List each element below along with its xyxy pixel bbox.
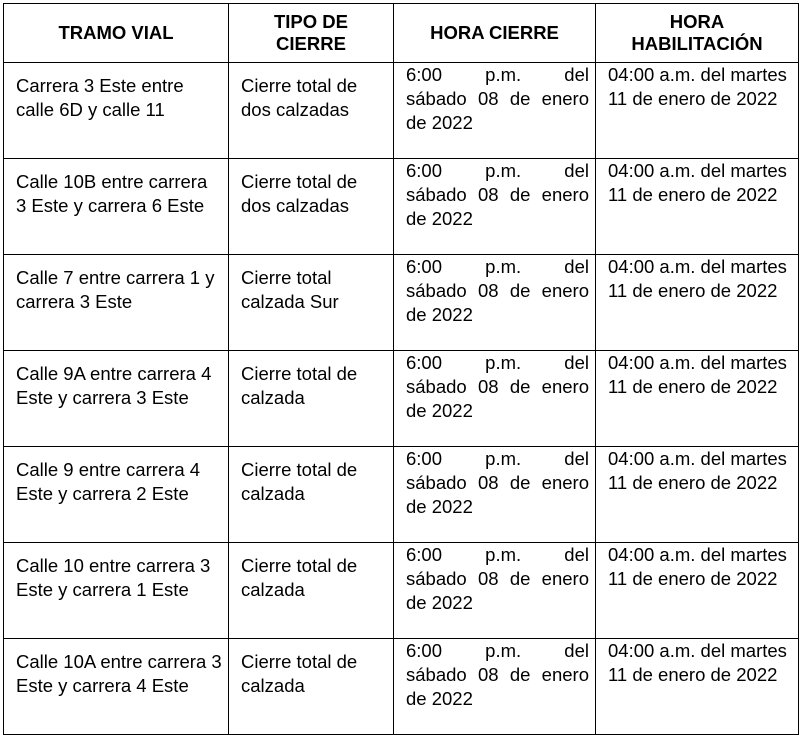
cell-tramo-vial: Calle 7 entre carrera 1 y carrera 3 Este (4, 255, 229, 351)
header-tramo-vial (4, 4, 229, 63)
hora-cierre-line: 6:00 p.m. del (406, 256, 589, 277)
cell-hora-cierre (394, 447, 596, 543)
table-row (4, 639, 799, 735)
cell-tramo-vial: Carrera 3 Este entre calle 6D y calle 11 (4, 63, 229, 159)
cell-tipo-cierre: Cierre total de dos calzadas (229, 63, 394, 159)
cell-hora-habilitacion: 04:00 a.m. del martes 11 de enero de 2022 (596, 63, 799, 159)
hora-cierre-line: 6:00 p.m. del (406, 64, 589, 85)
cell-tramo-vial: Calle 9 entre carrera 4 Este y carrera 2 Este (4, 447, 229, 543)
cell-hora-cierre (394, 639, 596, 735)
cell-tipo-cierre: Cierre total calzada Sur (229, 255, 394, 351)
hora-cierre-line: de 2022 (406, 688, 473, 709)
hora-cierre-line: 6:00 p.m. del (406, 640, 589, 661)
hora-cierre-line: 6:00 p.m. del (406, 352, 589, 373)
cell-hora-cierre (394, 543, 596, 639)
road-closures-table (3, 3, 799, 735)
hora-cierre-line: 6:00 p.m. del (406, 544, 589, 565)
cell-tipo-cierre: Cierre total de calzada (229, 543, 394, 639)
cell-hora-habilitacion: 04:00 a.m. del martes 11 de enero de 2022 (596, 255, 799, 351)
hora-cierre-line: de 2022 (406, 208, 473, 229)
cell-hora-cierre (394, 159, 596, 255)
hora-cierre-line: sábado 08 de enero (406, 664, 589, 685)
header-hora-habilitacion-line2: HABILITACIÓN (631, 33, 763, 54)
table-row (4, 543, 799, 639)
cell-hora-habilitacion: 04:00 a.m. del martes 11 de enero de 2022 (596, 447, 799, 543)
hora-cierre-line: sábado 08 de enero (406, 88, 589, 109)
header-tramo-vial-label: TRAMO VIAL (58, 22, 174, 43)
hora-cierre-line: sábado 08 de enero (406, 376, 589, 397)
cell-hora-habilitacion: 04:00 a.m. del martes 11 de enero de 2022 (596, 543, 799, 639)
header-hora-habilitacion-line1: HORA (669, 11, 725, 32)
table-row (4, 63, 799, 159)
cell-tipo-cierre: Cierre total de calzada (229, 351, 394, 447)
hora-cierre-line: sábado 08 de enero (406, 472, 589, 493)
cell-hora-habilitacion: 04:00 a.m. del martes 11 de enero de 2022 (596, 159, 799, 255)
cell-tramo-vial: Calle 10 entre carrera 3 Este y carrera 1 Este (4, 543, 229, 639)
table-body (4, 63, 799, 735)
cell-hora-cierre (394, 255, 596, 351)
hora-cierre-line: 6:00 p.m. del (406, 160, 589, 181)
cell-hora-cierre (394, 351, 596, 447)
table-row (4, 447, 799, 543)
table-row (4, 351, 799, 447)
hora-cierre-line: de 2022 (406, 400, 473, 421)
cell-tramo-vial: Calle 9A entre carrera 4 Este y carrera 3 Este (4, 351, 229, 447)
hora-cierre-line: sábado 08 de enero (406, 280, 589, 301)
cell-tramo-vial: Calle 10B entre carrera 3 Este y carrera 6 Este (4, 159, 229, 255)
header-tipo-cierre (229, 4, 394, 63)
hora-cierre-line: de 2022 (406, 496, 473, 517)
header-tipo-cierre-line2: CIERRE (276, 33, 346, 54)
hora-cierre-line: de 2022 (406, 304, 473, 325)
header-hora-cierre-label: HORA CIERRE (430, 22, 559, 43)
hora-cierre-line: sábado 08 de enero (406, 568, 589, 589)
hora-cierre-line: sábado 08 de enero (406, 184, 589, 205)
cell-hora-habilitacion: 04:00 a.m. del martes 11 de enero de 2022 (596, 351, 799, 447)
table-row (4, 255, 799, 351)
header-tipo-cierre-line1: TIPO DE (273, 11, 348, 32)
table-row (4, 159, 799, 255)
cell-tramo-vial: Calle 10A entre carrera 3 Este y carrera 4 Este (4, 639, 229, 735)
table-header-row (4, 4, 799, 63)
cell-hora-cierre (394, 63, 596, 159)
header-hora-habilitacion (596, 4, 799, 63)
header-hora-cierre (394, 4, 596, 63)
cell-hora-habilitacion: 04:00 a.m. del martes 11 de enero de 2022 (596, 639, 799, 735)
cell-tipo-cierre: Cierre total de calzada (229, 447, 394, 543)
hora-cierre-line: de 2022 (406, 112, 473, 133)
hora-cierre-line: 6:00 p.m. del (406, 448, 589, 469)
cell-tipo-cierre: Cierre total de dos calzadas (229, 159, 394, 255)
cell-tipo-cierre: Cierre total de calzada (229, 639, 394, 735)
hora-cierre-line: de 2022 (406, 592, 473, 613)
